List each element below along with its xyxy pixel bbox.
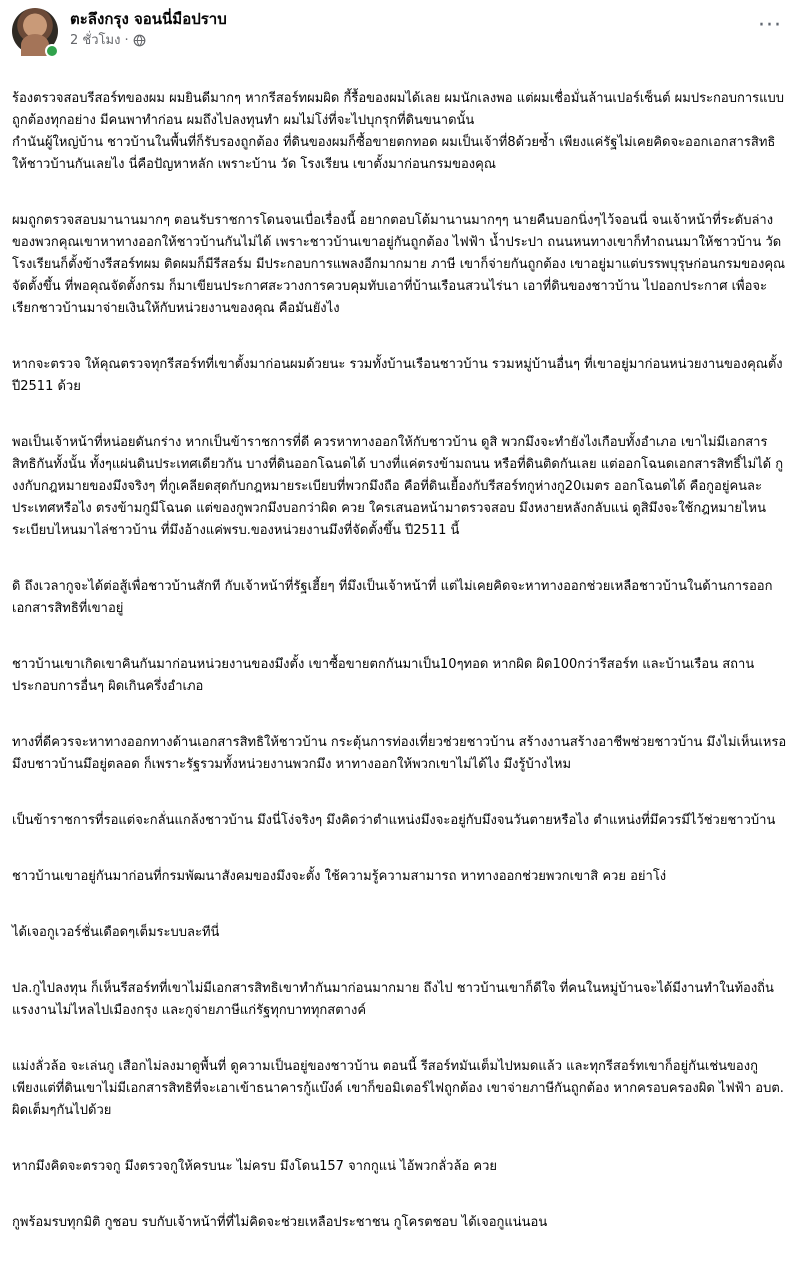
meta-separator: · [124, 33, 129, 48]
paragraph: ปล.กูไปลงทุน ก็เห็นรีสอร์ทที่เขาไม่มีเอกสารสิทธิเขาทำกันมาก่อนมากมาย ถึงไป ชาวบ้านเขาก็ดีใจ ที่คนในหมู่บ้านจะได้มีงานทำในท้องถิ่น แรงงานไม่ไหลไปเมืองกรุง และกูจ่ายภาษีแก่รัฐทุกบาททุกสตางค์ [12, 981, 774, 1018]
paragraph: ดิ ถึงเวลากูจะได้ต่อสู้เพื่อชาวบ้านสักที กับเจ้าหน้าที่รัฐเฮี้ยๆ ที่มึงเป็นเจ้าหน้าที่ แต่ไม่เคยคิดจะหาทางออกช่วยเหลือชาวบ้านในด้านการออกเอกสารสิทธิที่เขาอยู่ [12, 579, 773, 616]
post-time[interactable]: 2 ชั่วโมง [70, 33, 121, 48]
paragraph: ชาวบ้านเขาเกิดเขาคินกันมาก่อนหน่วยงานของมึงตั้ง เขาซื้อขายตกกันมาเป็น10ๆทอด หากผิด ผิด100กว่ารีสอร์ท และบ้านเรือน สถานประกอบการอื่นๆ ผิดเกินครึ่งอำเภอ [12, 657, 755, 694]
paragraph: ได้เจอกูเวอร์ชั่นเดือดๆเต็มระบบละทีนี่ [12, 925, 220, 940]
post-content [12, 66, 788, 1268]
paragraph: เป็นข้าราชการที่รอแต่จะกลั่นแกล้งชาวบ้าน มึงนี่โง่จริงๆ มึงคิดว่าตำแหน่งมึงจะอยู่กับมึงจนวันตายหรือไง ตำแหน่งที่มึควรมีไว้ช่วยชาวบ้าน [12, 813, 776, 828]
paragraph: แม่งลั่วล้อ จะเล่นกู เสือกไม่ลงมาดูพื้นที่ ดูความเป็นอยู่ของชาวบ้าน ตอนนี้ รีสอร์ทมันเต็มไปหมดแล้ว และทุกรีสอร์ทเขาก็อยู่กันเช่นของกู เพียงแต่ที่ดินเขาไม่มีเอกสารสิทธิที่จะเอาเข้าธนาคารกู้แบ๊งค์ เขาก็ขอมิเตอร์ไฟถูกต้อง เขาจ่ายภาษีกันถูกต้อง หากครอบครองผิด ไฟฟ้า อบต. ผิดเต็มๆกันไปด้วย [12, 1059, 784, 1118]
paragraph: พอเป็นเจ้าหน้าที่หน่อยดันกร่าง หากเป็นข้าราชการที่ดี ควรหาทางออกให้กับชาวบ้าน ดูสิ พวกมึงจะทำยังไงเกือบทั้งอำเภอ เขาไม่มีเอกสารสิทธิกันทั้งนั้น ทั้งๆแผ่นดินประเทศเดียวกัน บางที่ดินออกโฉนดได้ บางที่แค่ตรงข้ามถนน หรือที่ดินติดกันเลย แต่ออกโฉนดเอกสารสิทธิ์ไม่ได้ กูงงกับกฎหมายของมึงจริงๆ ที่กูเคลียดสุดกับกฎหมายระเบียบที่พวกมึงถือ คือที่ดินเยื้องกับรีสอร์ทกูห่างกู20เมตร ออกโฉนดได้ คือกูอยู่คนละประเทศหรือไง ตรงข้ามกูมีโฉนด แต่ของกูพวกมึงบอกว่าผิด ควย ใครเสนอหน้ามาตรวจสอบ มึงหงายหลังกลับแน่ ดูสิมึงจะใช้กฎหมายไหน ระเบียบไหนมาไล่ชาวบ้าน ที่มึงอ้างแค่พรบ.ของหน่วยงานมึงที่จัดตั้งขึ้น ปี2511 นี้ [12, 435, 784, 538]
online-status-badge [45, 44, 59, 58]
paragraph: ทางที่ดีควรจะหาทางออกทางด้านเอกสารสิทธิให้ชาวบ้าน กระตุ้นการท่องเที่ยวช่วยชาวบ้าน สร้างงานสร้างอาชีพช่วยชาวบ้าน มึงไม่เห็นเหรอ มึงบชาวบ้านมึอยู่ตลอด ก็เพราะรัฐรวมทั้งหน่วยงานพวกมึง หาทางออกให้พวกเขาไม่ได้ไง มึงรู้บ้างไหม [12, 735, 787, 772]
more-options-icon[interactable]: ··· [758, 13, 782, 38]
paragraph: กูพร้อมรบทุกมิติ กูชอบ รบกับเจ้าหน้าที่ที่ไม่คิดจะช่วยเหลือประชาชน กูโครตชอบ ได้เจอกูแน่นอน [12, 1215, 548, 1230]
paragraph: หากมึงคิดจะตรวจกู มึงตรวจกูให้ครบนะ ไม่ครบ มึงโดน157 จากกูแน่ ไอ้พวกลั่วล้อ ควย [12, 1159, 497, 1174]
paragraph: ผมถูกตรวจสอบมานานมากๆ ตอนรับราชการโดนจนเบื่อเรื่องนี้ อยากตอบโต้มานานมากๆๆ นายคืนบอกนิ่งๆไว้จอนนี่ จนเจ้าหน้าที่ระดับล่างของพวกคุณเขาหาทางออกให้ชาวบ้านกันไม่ได้ เพราะชาวบ้านเขาอยู่กันถูกต้อง ไฟฟ้า น้ำประปา ถนนหนทางเขาก็ทำถนนมาให้ชาวบ้าน วัด โรงเรียนก็ตั้งข้างรีสอร์ทผม ติดผมก็มีรีสอร์ม มีประกอบการแพลงอีกมากมาย ภาษี เขาก็จ่ายกันถูกต้อง เขาอยู่มาแต่บรรพบุรุษก่อนกรมของคุณจัดตั้งขึ้น ที่พอคุณจัดตั้งกรม ก็มาเขียนประกาศสะวางการควบคุมทับเอาที่บ้านเรือนสวนไร่นา เอาที่ดินของชาวบ้าน ไปออกประกาศ เพื่อจะเรียกชาวบ้านมาจ่ายเงินให้กับหน่วยงานของคุณ คือมันยังไง [12, 213, 786, 316]
author-name[interactable]: ตะลึงกรุง จอนนี่มือปราบ [70, 10, 227, 28]
paragraph: หากจะตรวจ ให้คุณตรวจทุกรีสอร์ทที่เขาตั้งมาก่อนผมด้วยนะ รวมทั้งบ้านเรือนชาวบ้าน รวมหมู่บ้านอื่นๆ ที่เขาอยู่มาก่อนหน่วยงานของคุณตั้งปี2511 ด้วย [12, 357, 783, 394]
post-header [0, 0, 800, 60]
post-meta [70, 33, 146, 49]
paragraph: ร้องตรวจสอบรีสอร์ทของผม ผมยินดีมากๆ หากรีสอร์ทผมผิด กี้รื้อของผมได้เลย ผมนักเลงพอ แต่ผมเชื่อมั่นล้านเปอร์เซ็นต์ ผมประกอบการแบบถูกต้องทุกอย่าง มีคนพาทำก่อน ผมถึงไปลงทุนทำ ผมไม่โง่ที่จะไปบุกรุกที่ดินขนาดนั้น กำนันผู้ใหญ่บ้าน ชาวบ้านในพื้นที่ก็รับรองถูกต้อง ที่ดินของผมก็ซื้อขายตกทอด ผมเป็นเจ้าที่8ด้วยซ้ำ เพียงแค่รัฐไม่เคยคิดจะออกเอกสารสิทธิให้ชาวบ้านกันเลยไง นี่คือปัญหาหลัก เพราะบ้าน วัด โรงเรียน เขาตั้งมาก่อนกรมของคุณ [12, 91, 785, 172]
paragraph: ชาวบ้านเขาอยู่กันมาก่อนที่กรมพัฒนาสังคมของมึงจะตั้ง ใช้ความรู้ความสามารถ หาทางออกช่วยพวกเขาสิ ควย อย่าโง่ [12, 869, 667, 884]
globe-icon[interactable] [133, 34, 146, 47]
